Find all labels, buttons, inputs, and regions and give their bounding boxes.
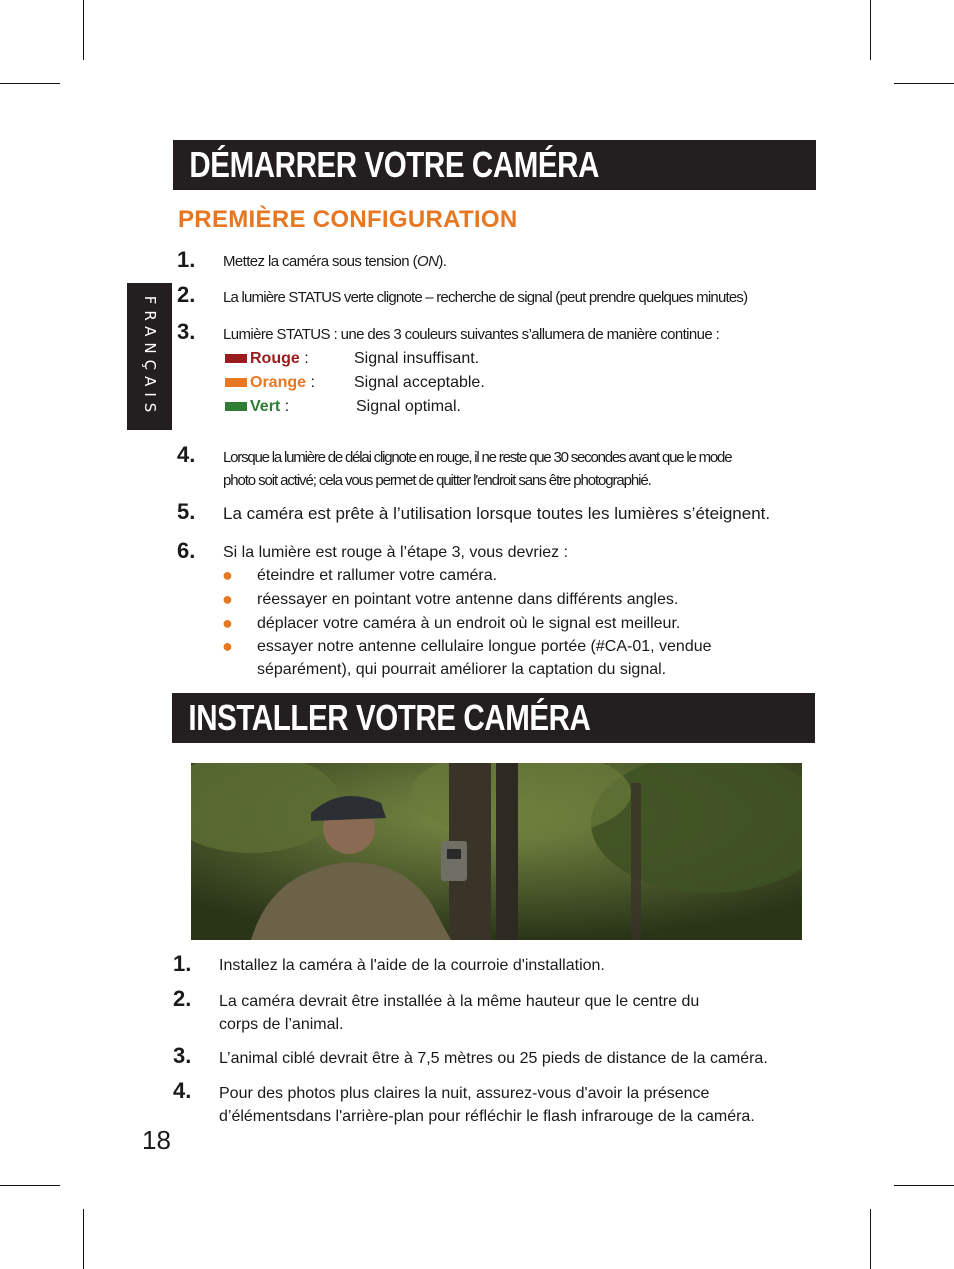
step-text: La caméra est prête à l’utilisation lorsque toutes les lumières s’éteignent. xyxy=(223,504,771,523)
step-number: 6. xyxy=(177,538,196,563)
step-number: 4. xyxy=(173,1078,192,1103)
bullet-text: séparément), qui pourrait améliorer la captation du signal. xyxy=(257,661,667,678)
crop-mark xyxy=(83,1209,84,1269)
red-swatch-icon xyxy=(225,354,247,363)
step-number: 2. xyxy=(177,282,196,307)
step-number: 2. xyxy=(173,986,192,1011)
section-title: DÉMARRER VOTRE CAMÉRA xyxy=(189,144,600,185)
crop-mark xyxy=(870,1209,871,1269)
section-banner-install xyxy=(172,693,815,743)
step-text: corps de l’animal. xyxy=(219,1016,344,1033)
crop-mark xyxy=(870,0,871,60)
bullet-icon: ● xyxy=(222,565,233,585)
step-text: La lumière STATUS verte clignote – recherche de signal (peut prendre quelques minutes) xyxy=(223,289,748,306)
crop-mark xyxy=(0,83,60,84)
bullet-text: éteindre et rallumer votre caméra. xyxy=(257,567,498,584)
step-number: 3. xyxy=(173,1043,192,1068)
step-number: 3. xyxy=(177,319,196,344)
crop-mark xyxy=(894,83,954,84)
step-text: Installez la caméra à l'aide de la courroie d'installation. xyxy=(219,957,605,974)
bullet-icon: ● xyxy=(222,613,233,633)
status-row-orange: Orange : Signal acceptable. xyxy=(225,371,315,394)
bullet-text: essayer notre antenne cellulaire longue portée (#CA-01, vendue xyxy=(257,638,712,655)
crop-mark xyxy=(83,0,84,60)
step-number: 5. xyxy=(177,499,196,524)
page-number: 18 xyxy=(142,1125,171,1155)
section-title: INSTALLER VOTRE CAMÉRA xyxy=(188,697,591,738)
step-text: Lumière STATUS : une des 3 couleurs suivantes s’allumera de manière continue : xyxy=(223,326,720,343)
crop-mark xyxy=(894,1185,954,1186)
language-tab xyxy=(127,283,172,430)
step-text: Pour des photos plus claires la nuit, assurez-vous d'avoir la présence xyxy=(219,1085,710,1102)
status-row-red: Rouge : Signal insuffisant. xyxy=(225,347,309,370)
step-text: Mettez la caméra sous tension (ON). xyxy=(223,253,447,270)
green-swatch-icon xyxy=(225,402,247,411)
installation-photo xyxy=(191,763,802,940)
step-number: 4. xyxy=(177,442,196,467)
bullet-icon: ● xyxy=(222,636,233,656)
status-row-green: Vert : Signal optimal. xyxy=(225,395,289,418)
step-text: Si la lumière est rouge à l’étape 3, vous devriez : xyxy=(223,544,569,561)
language-tab-label: FRANÇAIS xyxy=(140,295,159,418)
bullet-icon: ● xyxy=(222,589,233,609)
bullet-text: réessayer en pointant votre antenne dans différents angles. xyxy=(257,591,679,608)
step-text: Lorsque la lumière de délai clignote en rouge, il ne reste que 30 secondes avant que le mode xyxy=(223,449,732,466)
bullet-text: déplacer votre caméra à un endroit où le signal est meilleur. xyxy=(257,615,681,632)
step-text: d’élémentsdans l'arrière-plan pour réfléchir le flash infrarouge de la caméra. xyxy=(219,1108,755,1125)
photo-illustration xyxy=(191,763,802,940)
step-number: 1. xyxy=(173,951,192,976)
step-text: L’animal ciblé devrait être à 7,5 mètres ou 25 pieds de distance de la caméra. xyxy=(219,1050,768,1067)
section-subtitle: PREMIÈRE CONFIGURATION xyxy=(178,206,518,233)
section-banner-start xyxy=(173,140,816,190)
step-number: 1. xyxy=(177,247,196,272)
step-text: La caméra devrait être installée à la même hauteur que le centre du xyxy=(219,993,700,1010)
step-text: photo soit activé; cela vous permet de quitter l'endroit sans être photographié. xyxy=(223,472,651,489)
crop-mark xyxy=(0,1185,60,1186)
orange-swatch-icon xyxy=(225,378,247,387)
